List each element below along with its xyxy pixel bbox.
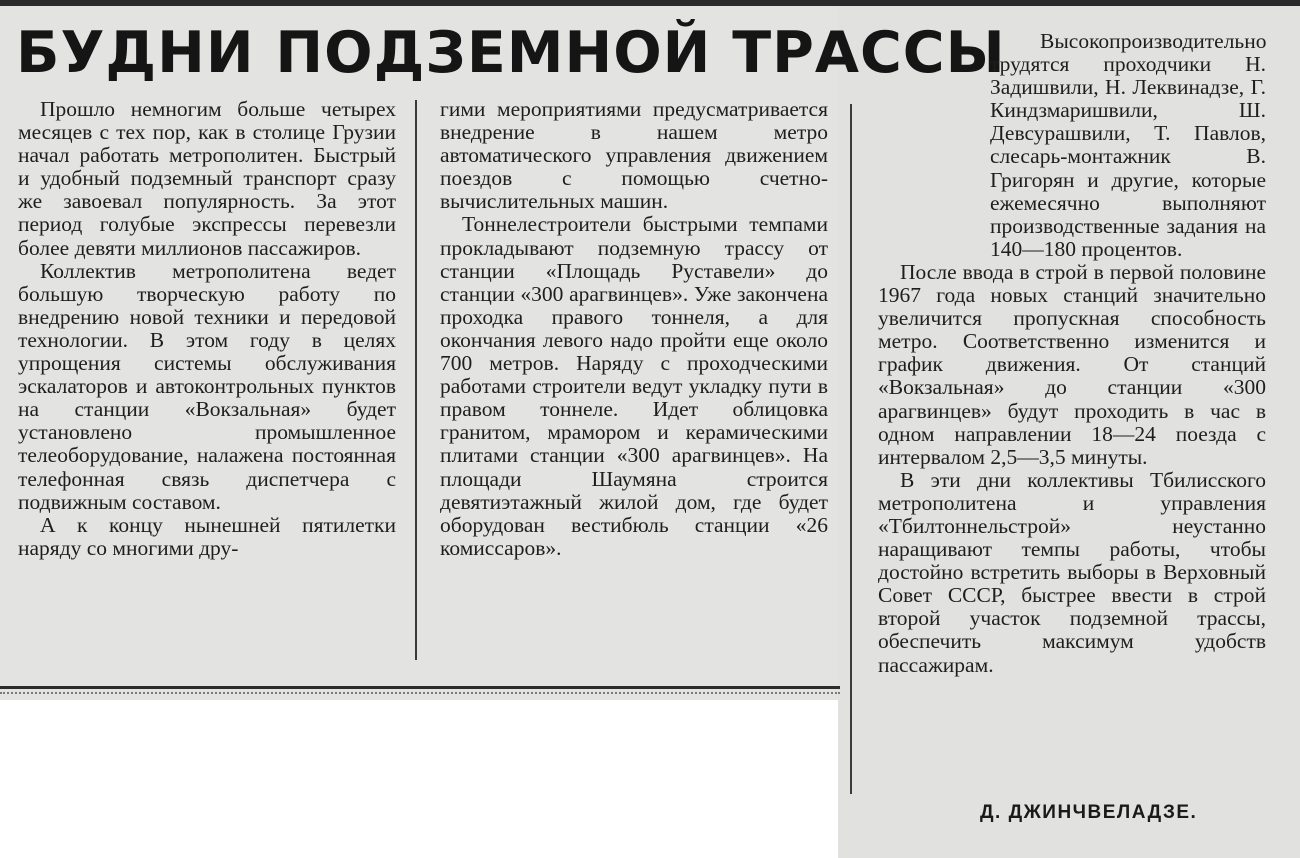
- author-signature: Д. ДЖИНЧВЕЛАДЗЕ.: [980, 802, 1198, 823]
- paragraph: После ввода в строй в первой половине 1967 года новых станций значительно увеличится пропускная способность метро. Соответственно изменится и график движения. От станций «Вокзальная» до станции «300 арагвинцев» будут проходить в час в одном направлении 18—24 поезда с интервалом 2,5—3,5 минуты.: [878, 259, 1266, 469]
- article-headline: БУДНИ ПОДЗЕМНОЙ ТРАССЫ: [16, 20, 1006, 86]
- article-column-3: [878, 30, 1266, 677]
- paragraph: Коллектив метрополитена ведет большую творческую работу по внедрению новой техники и передовой технологии. В этом году в целях упрощения системы обслуживания эскалаторов и автоконтрольных пунктов на станции «Вокзальная» будет установлено промышленное телеоборудование, налажена постоянная телефонная связь диспетчера с подвижным составом.: [18, 258, 396, 514]
- article-column-2: [440, 98, 828, 560]
- article-column-1: [18, 98, 396, 560]
- column-divider: [850, 104, 852, 794]
- paragraph: гими мероприятиями предусматривается внедрение в нашем метро автоматического управления движением поездов с помощью счетно-вычислительных машин.: [440, 97, 828, 214]
- paragraph: А к концу нынешней пятилетки наряду со многими дру-: [18, 512, 396, 560]
- paragraph: В эти дни коллективы Тбилисского метрополитена и управления «Тбилтоннельстрой» неустанно наращивают темпы работы, чтобы достойно встретить выборы в Верховный Совет СССР, быстрее ввести в строй второй участок подземной трассы, обеспечить максимум удобств пассажирам.: [878, 467, 1266, 677]
- paragraph: Высокопроизводительно трудятся проходчики Н. Задишвили, Н. Леквинадзе, Г. Киндзмаришвили, Ш. Девсурашвили, Т. Павлов, слесарь-монтажник В. Григорян и другие, которые ежемесячно выполняют производственные задания на 140—180 процентов.: [990, 29, 1267, 261]
- column-divider: [415, 100, 417, 660]
- paragraph: Прошло немногим больше четырех месяцев с тех пор, как в столице Грузии начал работать метрополитен. Быстрый и удобный подземный транспорт сразу же завоевал популярность. За этот период голубые экспрессы перевезли более девяти миллионов пассажиров.: [18, 97, 396, 260]
- bottom-rule: [0, 686, 840, 689]
- paragraph: Тоннелестроители быстрыми темпами прокладывают подземную трассу от станции «Площадь Руставели» до станции «300 арагвинцев». Уже закончена проходка правого тоннеля, а для окончания левого надо пройти еще около 700 метров. Наряду с проходческими работами строители ведут укладку пути в правом тоннеле. Идет облицовка гранитом, мрамором и керамическими плитами станции «300 арагвинцев». На площади Шаумяна строится девятиэтажный жилой дом, где будет оборудован вестибюль станции «26 комиссаров».: [440, 212, 828, 560]
- top-rule: [0, 0, 1300, 6]
- bottom-dotted-rule: [0, 692, 840, 694]
